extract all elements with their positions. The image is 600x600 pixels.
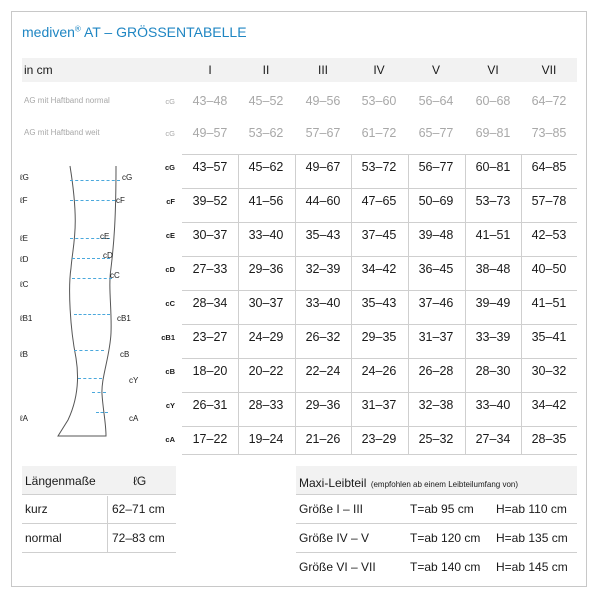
cell-7-6: 35–41 [531, 330, 567, 344]
cell-9-5: 33–40 [475, 398, 511, 412]
leg-left-label-1: ℓF [20, 196, 28, 205]
cell-7-1: 24–29 [248, 330, 284, 344]
leg-dash-1 [70, 200, 115, 201]
leg-left-label-2: ℓE [20, 234, 28, 243]
cell-0-1: 45–52 [248, 94, 284, 108]
maxi-h-2: H=ab 145 cm [496, 560, 568, 574]
size-col-header-7: VII [541, 63, 557, 77]
lengths-hline-3 [22, 552, 176, 553]
leg-left-label-5: ℓB1 [20, 314, 33, 323]
cell-4-0: 30–37 [192, 228, 228, 242]
row-code-5: cD [165, 265, 175, 274]
leg-right-label-7: cY [129, 376, 139, 385]
cell-10-3: 23–29 [361, 432, 397, 446]
leg-dash-0 [70, 180, 120, 181]
cell-3-6: 57–78 [531, 194, 567, 208]
grid-hline-5 [182, 290, 577, 291]
cell-2-3: 53–72 [361, 160, 397, 174]
cell-3-0: 39–52 [192, 194, 228, 208]
leg-left-label-0: ℓG [20, 173, 29, 182]
cell-8-0: 18–20 [192, 364, 228, 378]
cell-9-6: 34–42 [531, 398, 567, 412]
row-code-7: cB1 [161, 333, 175, 342]
row-code-0: cG [165, 97, 175, 106]
cell-10-4: 25–32 [418, 432, 454, 446]
maxi-size-2: Größe VI – VII [299, 560, 376, 574]
cell-2-6: 64–85 [531, 160, 567, 174]
cell-5-5: 38–48 [475, 262, 511, 276]
cell-9-3: 31–37 [361, 398, 397, 412]
cell-6-0: 28–34 [192, 296, 228, 310]
leg-dash-6 [74, 350, 104, 351]
size-col-header-6: VI [487, 63, 499, 77]
leg-dash-8 [92, 392, 106, 393]
cell-0-5: 60–68 [475, 94, 511, 108]
cell-6-2: 33–40 [305, 296, 341, 310]
maxi-hline-1 [296, 494, 577, 495]
maxi-t-0: T=ab 95 cm [410, 502, 474, 516]
leg-dash-7 [78, 378, 102, 379]
cell-0-6: 64–72 [531, 94, 567, 108]
cell-8-6: 30–32 [531, 364, 567, 378]
grid-hline-8 [182, 392, 577, 393]
cell-5-2: 32–39 [305, 262, 341, 276]
cell-6-3: 35–43 [361, 296, 397, 310]
row-code-9: cY [165, 401, 175, 410]
cell-7-2: 26–32 [305, 330, 341, 344]
size-col-header-2: II [262, 63, 270, 77]
leg-right-label-0: cG [122, 173, 133, 182]
cell-4-3: 37–45 [361, 228, 397, 242]
cell-0-4: 56–64 [418, 94, 454, 108]
cell-1-0: 49–57 [192, 126, 228, 140]
size-col-header-3: III [317, 63, 328, 77]
maxi-hline-3 [296, 552, 577, 553]
maxi-h-0: H=ab 110 cm [496, 502, 567, 516]
cell-4-2: 35–43 [305, 228, 341, 242]
cell-8-5: 28–30 [475, 364, 511, 378]
length-label-1: normal [25, 531, 62, 545]
cell-1-6: 73–85 [531, 126, 567, 140]
maxi-h-1: H=ab 135 cm [496, 531, 568, 545]
leg-right-label-2: cE [100, 232, 110, 241]
leg-left-label-4: ℓC [20, 280, 29, 289]
grid-hline-6 [182, 324, 577, 325]
cell-6-4: 37–46 [418, 296, 454, 310]
cell-10-5: 27–34 [475, 432, 511, 446]
unit-label: in cm [24, 63, 53, 77]
cell-2-0: 43–57 [192, 160, 228, 174]
leg-right-label-8: cA [129, 414, 139, 423]
cell-8-3: 24–26 [361, 364, 397, 378]
cell-1-4: 65–77 [418, 126, 454, 140]
cell-5-0: 27–33 [192, 262, 228, 276]
leg-outline [58, 166, 116, 436]
cell-6-5: 39–49 [475, 296, 511, 310]
leg-right-label-5: cB1 [117, 314, 131, 323]
grid-hline-1 [182, 154, 577, 155]
cell-1-1: 53–62 [248, 126, 284, 140]
length-value-1: 72–83 cm [112, 531, 165, 545]
leg-left-label-7: ℓA [20, 414, 28, 423]
cell-9-4: 32–38 [418, 398, 454, 412]
cell-9-0: 26–31 [192, 398, 228, 412]
size-col-header-1: I [208, 63, 212, 77]
leg-right-label-4: cC [110, 271, 120, 280]
cell-7-3: 29–35 [361, 330, 397, 344]
lengths-hline-2 [22, 523, 176, 524]
cell-2-5: 60–81 [475, 160, 511, 174]
cell-3-1: 41–56 [248, 194, 284, 208]
cell-6-6: 41–51 [531, 296, 567, 310]
cell-6-1: 30–37 [248, 296, 284, 310]
leg-dash-5 [74, 314, 110, 315]
cell-7-0: 23–27 [192, 330, 228, 344]
cell-4-5: 41–51 [475, 228, 511, 242]
row-code-10: cA [165, 435, 175, 444]
cell-8-4: 26–28 [418, 364, 454, 378]
grid-hline-4 [182, 256, 577, 257]
cell-8-2: 22–24 [305, 364, 341, 378]
cell-0-2: 49–56 [305, 94, 341, 108]
cell-5-4: 36–45 [418, 262, 454, 276]
cell-3-3: 47–65 [361, 194, 397, 208]
maxi-t-2: T=ab 140 cm [410, 560, 481, 574]
grid-hline-10 [182, 454, 577, 455]
row-code-3: cF [166, 197, 175, 206]
cell-0-0: 43–48 [192, 94, 228, 108]
cell-2-1: 45–62 [248, 160, 284, 174]
cell-2-4: 56–77 [418, 160, 454, 174]
cell-4-6: 42–53 [531, 228, 567, 242]
grid-hline-7 [182, 358, 577, 359]
leg-left-label-6: ℓB [20, 350, 28, 359]
cell-9-2: 29–36 [305, 398, 341, 412]
size-col-header-4: IV [373, 63, 385, 77]
lengths-hline-1 [22, 494, 176, 495]
leg-right-label-3: cD [103, 251, 113, 260]
lengths-col: ℓG [133, 474, 147, 488]
row-code-1: cG [165, 129, 175, 138]
row-code-2: cG [164, 163, 175, 172]
size-col-header-5: V [431, 63, 440, 77]
cell-5-6: 40–50 [531, 262, 567, 276]
cell-4-1: 33–40 [248, 228, 284, 242]
cell-3-5: 53–73 [475, 194, 511, 208]
row-code-4: cE [165, 231, 175, 240]
row-code-8: cB [165, 367, 175, 376]
grid-hline-9 [182, 426, 577, 427]
cell-1-2: 57–67 [305, 126, 341, 140]
length-value-0: 62–71 cm [112, 502, 165, 516]
leg-dash-4 [72, 278, 112, 279]
leg-left-label-3: ℓD [20, 255, 29, 264]
cell-5-3: 34–42 [361, 262, 397, 276]
row-desc-1: AG mit Haftband weit [24, 128, 100, 137]
row-code-6: cC [165, 299, 175, 308]
cell-0-3: 53–60 [361, 94, 397, 108]
cell-3-4: 50–69 [418, 194, 454, 208]
cell-10-2: 21–26 [305, 432, 341, 446]
cell-2-2: 49–67 [305, 160, 341, 174]
cell-10-1: 19–24 [248, 432, 284, 446]
cell-10-0: 17–22 [192, 432, 228, 446]
cell-4-4: 39–48 [418, 228, 454, 242]
lengths-header: Längenmaße [25, 474, 96, 488]
cell-10-6: 28–35 [531, 432, 567, 446]
page-title: mediven® AT – GRÖSSENTABELLE [22, 24, 247, 40]
length-label-0: kurz [25, 502, 48, 516]
cell-1-5: 69–81 [475, 126, 511, 140]
maxi-hline-2 [296, 523, 577, 524]
cell-7-4: 31–37 [418, 330, 454, 344]
cell-5-1: 29–36 [248, 262, 284, 276]
maxi-size-0: Größe I – III [299, 502, 364, 516]
maxi-t-1: T=ab 120 cm [410, 531, 481, 545]
row-desc-0: AG mit Haftband normal [24, 96, 110, 105]
maxi-size-1: Größe IV – V [299, 531, 370, 545]
cell-3-2: 44–60 [305, 194, 341, 208]
cell-7-5: 33–39 [475, 330, 511, 344]
cell-1-3: 61–72 [361, 126, 397, 140]
lengths-vline [107, 496, 108, 552]
cell-9-1: 28–33 [248, 398, 284, 412]
leg-right-label-6: cB [120, 350, 130, 359]
grid-hline-2 [182, 188, 577, 189]
grid-hline-3 [182, 222, 577, 223]
maxi-header: Maxi-Leibteil (empfohlen ab einem Leibteilumfang von) [299, 476, 519, 490]
leg-right-label-1: cF [116, 196, 125, 205]
cell-8-1: 20–22 [248, 364, 284, 378]
leg-dash-9 [96, 412, 108, 413]
